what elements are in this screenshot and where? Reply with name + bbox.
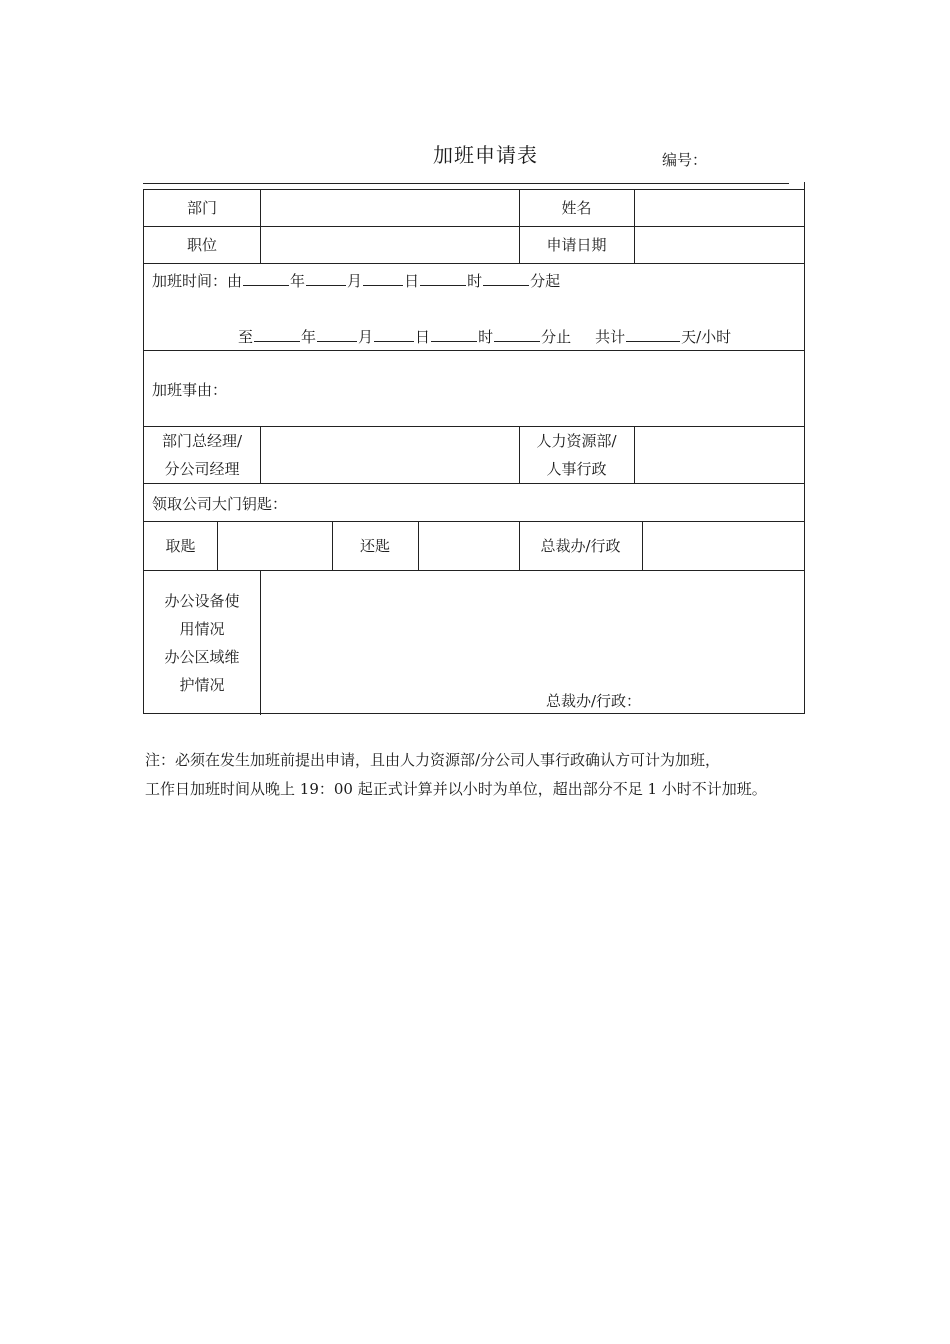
from-label: 由	[227, 272, 243, 290]
department-label: 部门	[186, 199, 217, 217]
reason-label: 加班事由：	[152, 381, 228, 399]
area-label-line2: 护情况	[179, 675, 225, 694]
position-field[interactable]	[261, 227, 518, 262]
take-key-label: 取匙	[165, 536, 196, 555]
end-day-blank[interactable]	[374, 327, 414, 342]
reason-field[interactable]	[234, 352, 802, 424]
overtime-time-label: 加班时间：	[152, 272, 228, 290]
department-field[interactable]	[261, 191, 518, 225]
name-field[interactable]	[635, 191, 804, 225]
overtime-start-line	[152, 270, 560, 291]
apply-date-label: 申请日期	[546, 235, 607, 254]
year-unit: 年	[290, 272, 306, 290]
footnote-line2: 工作日加班时间从晚上 19：00 起正式计算并以小时为单位，超出部分不足 1 小时不计加班。	[145, 780, 767, 798]
dept-manager-label	[144, 426, 260, 483]
end-hour-blank[interactable]	[431, 327, 477, 342]
form-title: 加班申请表	[433, 143, 538, 167]
admin-sign-label: 总裁办/行政：	[546, 692, 642, 710]
footnote	[145, 746, 825, 804]
apply-date-field[interactable]	[635, 227, 804, 262]
area-label-line1: 办公区域维	[164, 647, 240, 666]
return-key-field[interactable]	[419, 522, 518, 569]
hr-label-line2: 人事行政	[546, 459, 607, 478]
row-divider	[144, 350, 804, 351]
equipment-area-field[interactable]	[261, 571, 804, 686]
start-hour-blank[interactable]	[420, 271, 466, 286]
hr-label-line1: 人力资源部/	[536, 431, 617, 450]
end-month-blank[interactable]	[317, 327, 357, 342]
year-unit: 年	[301, 328, 317, 346]
total-label: 共计	[595, 328, 626, 346]
header-rule	[143, 183, 789, 184]
position-label: 职位	[186, 235, 217, 254]
admin-sign-field[interactable]	[643, 522, 804, 569]
serial-number-label: 编号：	[662, 151, 708, 169]
start-year-blank[interactable]	[243, 271, 289, 286]
hr-sign-field[interactable]	[635, 427, 804, 482]
overtime-form-table	[143, 189, 805, 714]
hour-unit: 时	[467, 272, 483, 290]
month-unit: 月	[358, 328, 374, 346]
total-blank[interactable]	[626, 327, 680, 342]
hr-label	[519, 426, 634, 483]
key-label: 领取公司大门钥匙：	[152, 495, 288, 513]
footnote-line1: 注：必须在发生加班前提出申请，且由人力资源部/分公司人事行政确认方可计为加班，	[145, 751, 721, 769]
name-label: 姓名	[561, 199, 592, 217]
start-month-blank[interactable]	[306, 271, 346, 286]
total-unit: 天/小时	[681, 328, 732, 346]
admin-label: 总裁办/行政	[540, 536, 621, 555]
day-unit: 日	[404, 272, 420, 290]
equipment-label-line1: 办公设备使	[164, 591, 240, 610]
dept-manager-sign-field[interactable]	[261, 427, 518, 482]
end-suffix: 分止	[541, 328, 572, 346]
equipment-label-line2: 用情况	[179, 619, 225, 638]
day-unit: 日	[415, 328, 431, 346]
return-key-label: 还匙	[359, 536, 390, 555]
take-key-field[interactable]	[218, 522, 331, 569]
hour-unit: 时	[478, 328, 494, 346]
dept-manager-label-line1: 部门总经理/	[161, 431, 243, 450]
start-minute-blank[interactable]	[483, 271, 529, 286]
start-day-blank[interactable]	[363, 271, 403, 286]
start-suffix: 分起	[530, 272, 561, 290]
end-year-blank[interactable]	[254, 327, 300, 342]
dept-manager-label-line2: 分公司经理	[164, 459, 240, 478]
overtime-end-line	[238, 326, 731, 347]
end-minute-blank[interactable]	[494, 327, 540, 342]
month-unit: 月	[347, 272, 363, 290]
to-label: 至	[238, 328, 254, 346]
equipment-area-label	[144, 570, 260, 715]
row-divider	[144, 483, 804, 484]
row-divider	[144, 263, 804, 264]
